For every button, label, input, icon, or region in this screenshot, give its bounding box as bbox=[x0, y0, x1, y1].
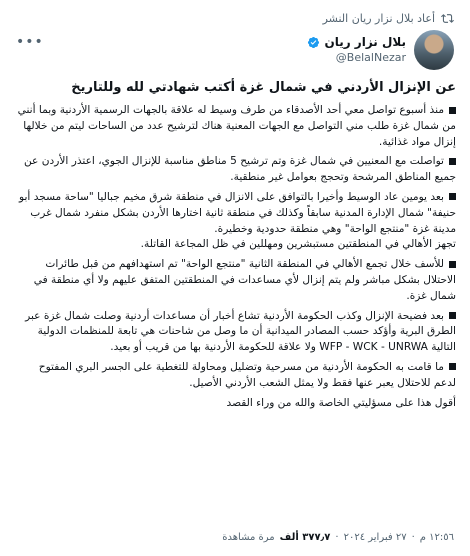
views-label: مرة مشاهدة bbox=[222, 532, 275, 543]
paragraph: بعد فضيحة الإنزال وكذب الحكومة الأردنية تشاع أخبار أن مساعدات أردنية وصلت شمال غزة عبر الطرق البرية وأؤكد حسب المصادر الميدانية أن ما وصل من شاحنات هي تابعة للمنظمات الدولية التالية WFP - WCK - UNRWA ولا علاقة للحكومة الأردنية بها من قريب أو بعيد. bbox=[25, 309, 456, 354]
views-count: ٣٧٧٫٧ ألف bbox=[279, 532, 331, 543]
bullet-icon bbox=[449, 193, 456, 200]
verified-badge-icon[interactable] bbox=[307, 36, 320, 49]
tweet-title: عن الإنزال الأردني في شمال غزة أكتب شهادتي لله وللتاريخ bbox=[71, 80, 456, 95]
post-date[interactable]: ٢٧ فبراير ٢٠٢٤ bbox=[343, 532, 407, 543]
paragraph: أقول هذا على مسؤليتي الخاصة والله من وراء القصد bbox=[226, 396, 456, 409]
bullet-icon bbox=[449, 107, 456, 114]
paragraph: للأسف خلال تجمع الأهالي في المنطقة الثانية "منتجع الواحة" تم استهدافهم من قبل طائرات الاحتلال بشكل مباشر ولم يتم إنزال لأي مساعدات في المنطقتين المتفق عليهم ولا أي منطقة في شمال غزة. bbox=[33, 258, 456, 302]
paragraph: تجهز الأهالي في المنطقتين مستبشرين ومهللين في ظل المجاعة القاتلة. bbox=[140, 238, 456, 251]
bullet-icon bbox=[449, 363, 456, 370]
bullet-icon bbox=[449, 312, 456, 319]
tweet-meta bbox=[16, 532, 454, 543]
author-name-row[interactable] bbox=[307, 34, 406, 50]
meta-separator: · bbox=[411, 532, 415, 543]
tweet-body bbox=[14, 78, 456, 411]
tweet-header bbox=[16, 30, 454, 70]
author-name[interactable]: بلال نزار ريان bbox=[324, 35, 406, 49]
meta-separator: · bbox=[335, 532, 339, 543]
paragraph: منذ أسبوع تواصل معي أحد الأصدقاء من طرف وسيط له علاقة بالجهات الرسمية الأردنية وبما أنني من شمال غزة طلب مني التواصل مع الجهات المعنية هناك لترشيح عدد من الساحات ليتم من خلالها إنزال مواد غذائية. bbox=[17, 104, 456, 148]
repost-icon bbox=[441, 12, 454, 25]
avatar[interactable] bbox=[414, 30, 454, 70]
post-time[interactable]: ١٢:٥٦ م bbox=[419, 532, 454, 543]
paragraph: ما قامت به الحكومة الأردنية من مسرحية وتضليل ومحاولة للتغطية على الجسر البري المفتوح لدعم للاحتلال يعبر عنها فقط ولا يمثل الشعب الأردني الأصيل. bbox=[38, 360, 456, 389]
author-block bbox=[307, 34, 406, 66]
bullet-icon bbox=[449, 261, 456, 268]
paragraph: تواصلت مع المعنيين في شمال غزة وتم ترشيح 5 مناطق مناسبة للإنزال الجوي، اعتذر الأردن عن جميع المناطق المرشحة وتحجج بعوامل غير منطقية. bbox=[23, 155, 456, 184]
author-handle[interactable]: @BelalNezar bbox=[335, 51, 406, 64]
paragraph: بعد يومين عاد الوسيط وأخيرا بالتوافق على الانزال في منطقة شرق مخيم جباليا "ساحة مسجد أبو حنيفة" شمال الإدارة المدنية سابقاً وكذلك في منطقة ثانية اختارها الأردن بشكل منفرد شمال غرب مدينة غزة "منتجع الواحة" وهي منطقة حدودية وخطيرة. bbox=[18, 190, 456, 235]
bullet-icon bbox=[449, 158, 456, 165]
repost-text: أعاد بلال نزار ريان النشر bbox=[322, 11, 435, 25]
repost-indicator[interactable] bbox=[16, 10, 454, 26]
more-options-icon[interactable]: ••• bbox=[16, 34, 44, 50]
